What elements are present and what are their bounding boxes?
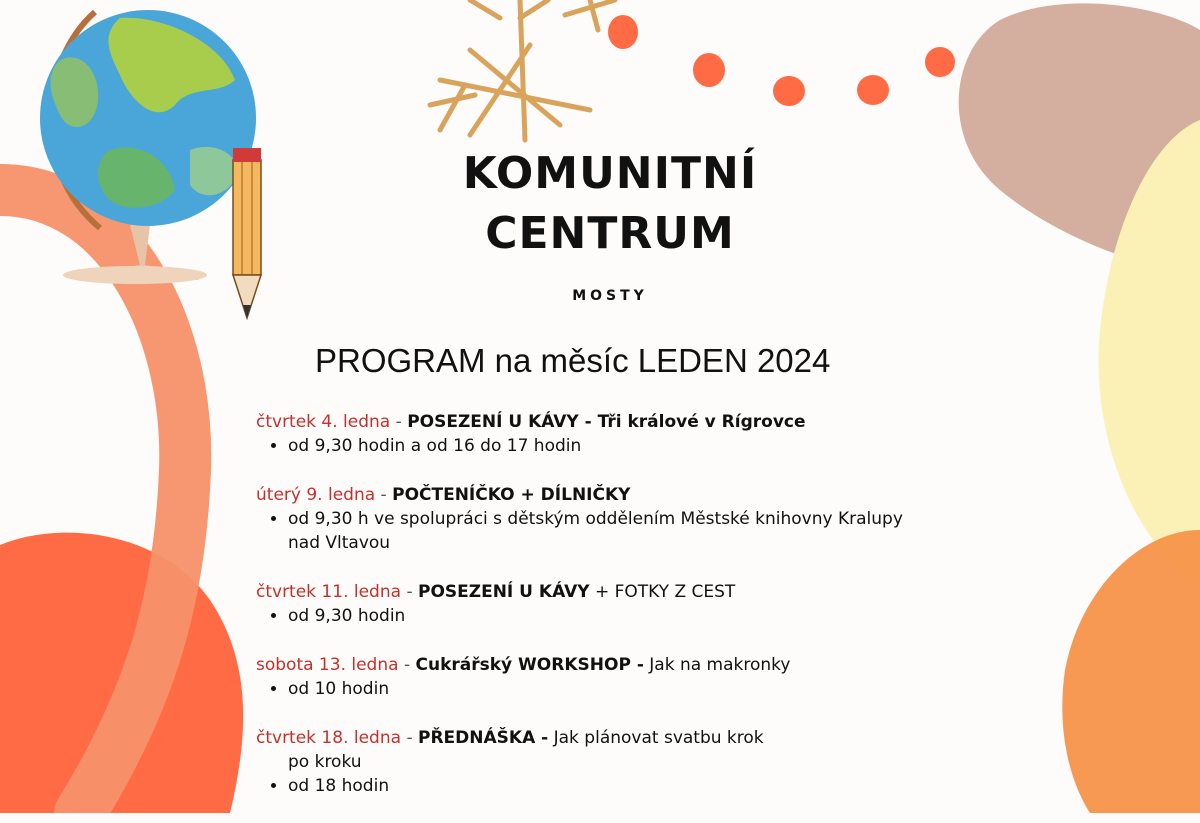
event-title-rest: Jak na makronky — [643, 655, 791, 675]
event-title-line — [256, 653, 976, 677]
event-detail — [288, 507, 976, 555]
event-item — [256, 726, 976, 798]
title-line-2: CENTRUM — [485, 208, 735, 259]
event-details — [256, 774, 976, 798]
event-date: úterý 9. ledna — [256, 485, 376, 505]
event-title: POČTENÍČKO + DÍLNIČKY — [392, 485, 631, 505]
event-title-line — [256, 483, 976, 507]
title-line-1: KOMUNITNÍ — [462, 148, 758, 199]
event-title: POSEZENÍ U KÁVY — [418, 582, 590, 602]
event-item — [256, 483, 976, 555]
orange-dots — [608, 15, 955, 106]
event-title: PŘEDNÁŠKA - — [418, 728, 549, 748]
event-separator: - — [401, 728, 418, 748]
event-details — [256, 677, 976, 701]
event-date: čtvrtek 18. ledna — [256, 728, 402, 748]
event-details — [256, 507, 976, 555]
event-details — [256, 434, 976, 458]
event-title-rest: + FOTKY Z CEST — [589, 582, 736, 602]
event-separator: - — [390, 412, 408, 432]
event-separator: - — [398, 655, 416, 675]
event-title: POSEZENÍ U KÁVY - Tři králové v Rígrovce — [407, 412, 806, 432]
event-details — [256, 604, 976, 628]
event-title: Cukrářský WORKSHOP - — [415, 655, 644, 675]
program-heading: PROGRAM na měsíc LEDEN 2024 — [315, 342, 831, 379]
event-date: čtvrtek 11. ledna — [256, 582, 402, 602]
pencil-icon — [233, 148, 261, 318]
event-title-line — [256, 410, 976, 434]
event-detail: • od 18 hodin — [288, 774, 976, 798]
event-date: čtvrtek 4. ledna — [256, 412, 391, 432]
event-detail-line: nad Vltavou — [288, 533, 391, 553]
orange-blob-right — [1062, 530, 1200, 813]
event-title-line — [256, 726, 976, 750]
event-item — [256, 410, 976, 458]
event-date: sobota 13. ledna — [256, 655, 399, 675]
event-detail: • od 9,30 hodin a od 16 do 17 hodin — [288, 434, 976, 458]
sparkle-icon — [430, 0, 615, 140]
event-separator: - — [401, 582, 418, 602]
event-detail: • od 9,30 hodin — [288, 604, 976, 628]
event-separator: - — [375, 485, 393, 505]
event-title-line — [256, 580, 976, 604]
event-detail: • od 10 hodin — [288, 677, 976, 701]
event-list — [256, 410, 976, 823]
event-title-rest: Jak plánovat svatbu krok — [548, 728, 764, 748]
event-item — [256, 580, 976, 628]
subtitle: MOSTY — [572, 288, 648, 304]
event-title-continuation: po kroku — [288, 752, 362, 772]
event-detail-line: od 9,30 h ve spolupráci s dětským oddělením Městské knihovny Kralupy — [288, 509, 903, 529]
event-item — [256, 653, 976, 701]
globe-icon — [40, 10, 256, 284]
